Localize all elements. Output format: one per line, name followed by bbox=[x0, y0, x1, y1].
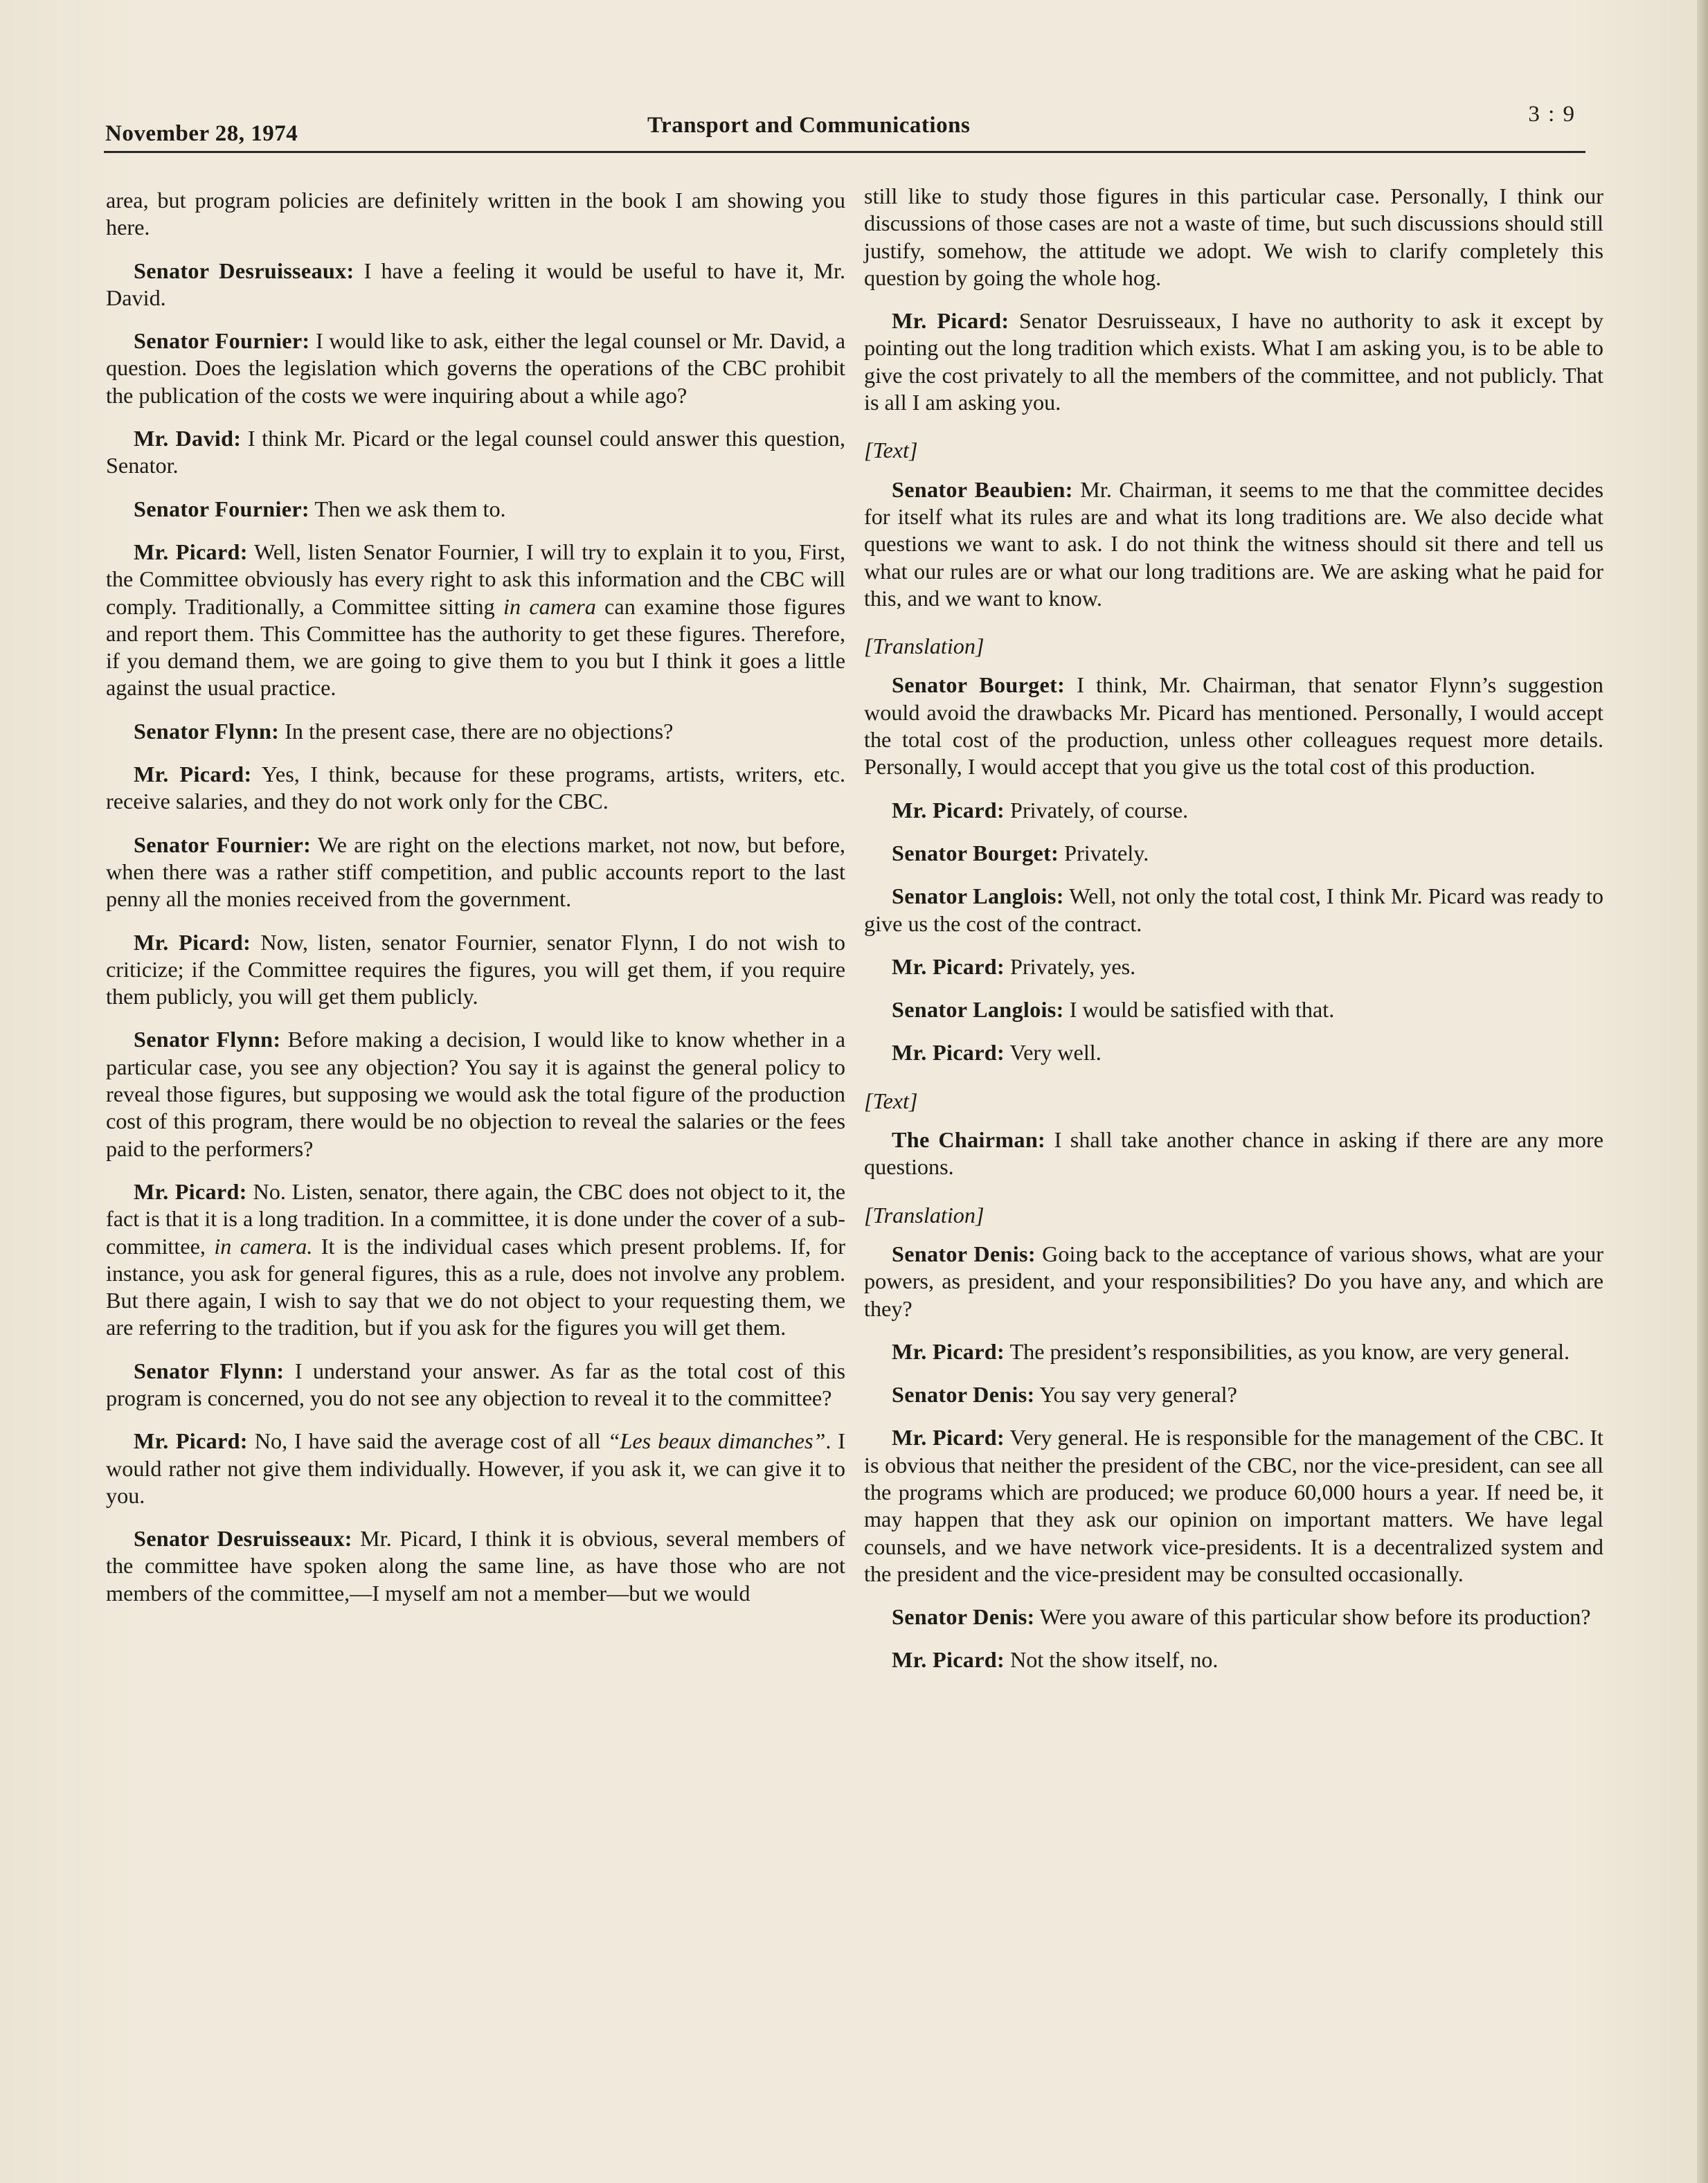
speech-text: Privately, yes. bbox=[1005, 953, 1136, 979]
transcript-paragraph bbox=[106, 832, 845, 913]
transcript-paragraph bbox=[864, 1039, 1603, 1066]
speech-text: Well, listen Senator Fournier, I will try to explain it to you, First, the Committee obviously has every right to ask this information and the CBC will comply. Traditionally, a Committee sitting bbox=[106, 539, 845, 619]
speech-text: Well, not only the total cost, I think Mr. Picard was ready to give us the cost of the contract. bbox=[864, 883, 1603, 936]
speech-text: Before making a decision, I would like to know whether in a particular case, you see any objection? You say it is against the general policy to reveal those figures, but supposing we would ask the total figure of the production cost of this program, there would be no objection to reveal the salaries or the fees paid to the performers? bbox=[106, 1027, 845, 1161]
speaker-name: Senator Bourget: bbox=[892, 672, 1066, 698]
speech-text: Then we ask them to. bbox=[309, 496, 506, 521]
speaker-name: Mr. David: bbox=[134, 426, 242, 451]
transcript-paragraph bbox=[106, 718, 845, 745]
transcript-paragraph bbox=[864, 1646, 1603, 1673]
speech-text: Privately. bbox=[1059, 840, 1149, 865]
speaker-name: Mr. Picard: bbox=[134, 539, 248, 564]
speech-text: In the present case, there are no objections? bbox=[279, 718, 674, 744]
speaker-name: Senator Denis: bbox=[892, 1604, 1035, 1630]
speaker-name: Mr. Picard: bbox=[892, 953, 1005, 979]
speech-text: No. Listen, senator, there again, the CBC does not object to it, the fact is that it is a long tradition. In a committee, it is done under the cover of a sub-committee, bbox=[106, 1178, 846, 1259]
italic-text: in camera. bbox=[214, 1233, 313, 1259]
speech-text: area, but program policies are definitely written in the book I am showing you here. bbox=[106, 188, 845, 240]
page-edge bbox=[1697, 0, 1708, 2183]
speaker-name: Senator Flynn: bbox=[134, 1358, 285, 1383]
speech-text: can examine those figures and report them. This Committee has the authority to get these figures. Therefore, if you demand them, we are going to give them to you but I think it goes a little against the usual practice. bbox=[106, 593, 845, 701]
transcript-paragraph bbox=[864, 672, 1603, 780]
transcript-paragraph bbox=[106, 187, 845, 242]
transcript-paragraph bbox=[106, 761, 845, 816]
header-title: Transport and Communications bbox=[647, 113, 971, 138]
transcript-paragraph bbox=[106, 327, 845, 409]
speaker-name: Mr. Picard: bbox=[892, 1425, 1005, 1450]
speech-text: Very well. bbox=[1005, 1040, 1102, 1066]
speech-text: We are right on the elections market, not now, but before, when there was a rather stiff competition, and public accounts report to the last penny all the monies received from the government. bbox=[106, 832, 845, 912]
transcript-paragraph bbox=[106, 425, 845, 480]
speech-text: . I would rather not give them individually. However, if you ask it, we can give it to you. bbox=[106, 1428, 846, 1508]
transcript-paragraph bbox=[864, 307, 1603, 416]
section-tag: [Translation] bbox=[864, 1202, 985, 1228]
transcript-paragraph bbox=[864, 476, 1603, 612]
speech-text: Very general. He is responsible for the management of the CBC. It is obvious that neither the president of the CBC, nor the vice-president, can see all the programs which are produced; we produce 60,000 hours a year. If need be, it may happen that they ask our opinion on important matters. We have legal counsels, and we have network vice-presidents. It is a decentralized system and the president and the vice-president may be consulted occasionally. bbox=[864, 1425, 1603, 1586]
speech-text: I think Mr. Picard or the legal counsel could answer this question, Senator. bbox=[106, 426, 845, 478]
speaker-name: Mr. Picard: bbox=[892, 1647, 1005, 1673]
right-column bbox=[864, 183, 1603, 1690]
speech-text: No, I have said the average cost of all bbox=[247, 1428, 608, 1454]
section-tag: [Text] bbox=[864, 1088, 918, 1113]
speaker-name: Mr. Picard: bbox=[134, 929, 251, 955]
page-header bbox=[104, 102, 1585, 153]
header-date: November 28, 1974 bbox=[105, 121, 298, 146]
transcript-paragraph bbox=[106, 1178, 845, 1342]
transcript-paragraph bbox=[106, 1428, 845, 1509]
italic-text: in camera bbox=[503, 593, 596, 619]
speech-text: Were you aware of this particular show before its production? bbox=[1034, 1604, 1591, 1630]
speaker-name: Mr. Picard: bbox=[892, 1338, 1005, 1364]
transcript-paragraph bbox=[864, 1241, 1603, 1322]
transcript-paragraph bbox=[106, 1026, 845, 1162]
speaker-name: Senator Flynn: bbox=[134, 1027, 281, 1052]
speech-text: I understand your answer. As far as the total cost of this program is concerned, you do not see any objection to reveal it to the committee? bbox=[106, 1358, 845, 1410]
speech-text: I would be satisfied with that. bbox=[1063, 997, 1335, 1023]
transcript-paragraph bbox=[106, 1358, 845, 1412]
section-tag: [Translation] bbox=[864, 634, 985, 659]
speaker-name: Senator Fournier: bbox=[134, 328, 310, 354]
speaker-name: Mr. Picard: bbox=[134, 1428, 248, 1454]
speech-text: It is the individual cases which present problems. If, for instance, you ask for general figures, this as a rule, does not involve any problem. But there again, I wish to say that we do not object to your requesting them, we are referring to the tradition, but if you ask for the figures you will get them. bbox=[106, 1233, 845, 1340]
speech-text: Going back to the acceptance of various shows, what are your powers, as president, and your responsibilities? Do you have any, and which are they? bbox=[864, 1241, 1603, 1321]
speech-text: The president’s responsibilities, as you know, are very general. bbox=[1005, 1338, 1570, 1364]
transcript-paragraph bbox=[864, 996, 1603, 1023]
speech-text: Yes, I think, because for these programs, artists, writers, etc. receive salaries, and they do not work only for the CBC. bbox=[106, 762, 845, 814]
speech-text: Now, listen, senator Fournier, senator Flynn, I do not wish to criticize; if the Committee requires the figures, you will get them, if you require them publicly, you will get them publicly. bbox=[106, 929, 846, 1009]
transcript-paragraph bbox=[106, 258, 845, 312]
speech-text: Mr. Picard, I think it is obvious, several members of the committee have spoken along the same line, as have those who are not members of the committee,—I myself am not a member—but we would bbox=[106, 1526, 846, 1606]
transcript-paragraph bbox=[864, 953, 1603, 980]
speaker-name: Mr. Picard: bbox=[892, 797, 1005, 823]
speech-text: Not the show itself, no. bbox=[1005, 1647, 1219, 1673]
transcript-paragraph bbox=[864, 1338, 1603, 1365]
speaker-name: Senator Denis: bbox=[892, 1382, 1035, 1408]
speaker-name: Senator Beaubien: bbox=[892, 476, 1073, 502]
speaker-name: Senator Flynn: bbox=[134, 718, 280, 744]
left-column bbox=[106, 187, 845, 1623]
speaker-name: Senator Denis: bbox=[892, 1241, 1036, 1266]
speech-text: Mr. Chairman, it seems to me that the committee decides for itself what its rules are and what its long traditions are. We also decide what questions we want to ask. I do not think the witness should sit there and tell us what our rules are or what our long traditions are. We are asking what he paid for this, and we want to know. bbox=[864, 476, 1603, 611]
speech-text: You say very general? bbox=[1034, 1382, 1237, 1408]
transcript-paragraph bbox=[106, 929, 845, 1011]
transcript-paragraph bbox=[864, 1381, 1603, 1408]
transcript-paragraph bbox=[864, 183, 1603, 291]
italic-text: “Les beaux dimanches” bbox=[607, 1428, 826, 1454]
speaker-name: Senator Desruisseaux: bbox=[134, 258, 354, 283]
transcript-paragraph bbox=[864, 1424, 1603, 1588]
transcript-paragraph bbox=[864, 840, 1603, 867]
transcript-paragraph bbox=[106, 539, 845, 702]
transcript-paragraph bbox=[864, 883, 1603, 937]
transcript-paragraph bbox=[106, 1525, 845, 1607]
speech-text: I shall take another chance in asking if there are any more questions. bbox=[864, 1127, 1603, 1180]
speech-text: I would like to ask, either the legal counsel or Mr. David, a question. Does the legislation which governs the operations of the CBC prohibit the publication of the costs we were inquiring about a while ago? bbox=[106, 328, 845, 408]
transcript-paragraph bbox=[864, 1126, 1603, 1181]
speech-text: I have a feeling it would be useful to have it, Mr. David. bbox=[106, 258, 845, 310]
speaker-name: Senator Langlois: bbox=[892, 883, 1064, 909]
speaker-name: Senator Bourget: bbox=[892, 840, 1059, 865]
speaker-name: Mr. Picard: bbox=[134, 762, 252, 787]
speaker-name: Senator Langlois: bbox=[892, 997, 1064, 1023]
speech-text: I think, Mr. Chairman, that senator Flynn’s suggestion would avoid the drawbacks Mr. Picard has mentioned. Personally, I would accept the total cost of the production, unless other colleagues request more details. Personally, I would accept that you give us the total cost of this production. bbox=[864, 672, 1603, 780]
speaker-name: The Chairman: bbox=[892, 1127, 1046, 1153]
transcript-paragraph bbox=[864, 1603, 1603, 1630]
transcript-paragraph bbox=[864, 797, 1603, 824]
speaker-name: Senator Desruisseaux: bbox=[134, 1526, 352, 1552]
speaker-name: Senator Fournier: bbox=[134, 832, 312, 857]
section-tag: [Text] bbox=[864, 438, 918, 463]
speaker-name: Mr. Picard: bbox=[892, 308, 1009, 334]
speaker-name: Mr. Picard: bbox=[892, 1040, 1005, 1066]
speech-text: Senator Desruisseaux, I have no authority to ask it except by pointing out the long tradition which exists. What I am asking you, is to be able to give the cost privately to all the members of the committee, and not publicly. That is all I am asking you. bbox=[864, 308, 1604, 415]
speaker-name: Senator Fournier: bbox=[134, 496, 309, 521]
page-number: 3 : 9 bbox=[1528, 102, 1576, 127]
speech-text: Privately, of course. bbox=[1005, 797, 1189, 823]
speech-text: still like to study those figures in this particular case. Personally, I think our discussions of those cases are not a waste of time, but such discussions should still justify, somehow, the attitude we adopt. We wish to clarify completely this question by going the whole hog. bbox=[864, 183, 1603, 290]
speaker-name: Mr. Picard: bbox=[134, 1178, 247, 1204]
transcript-paragraph bbox=[106, 496, 845, 523]
